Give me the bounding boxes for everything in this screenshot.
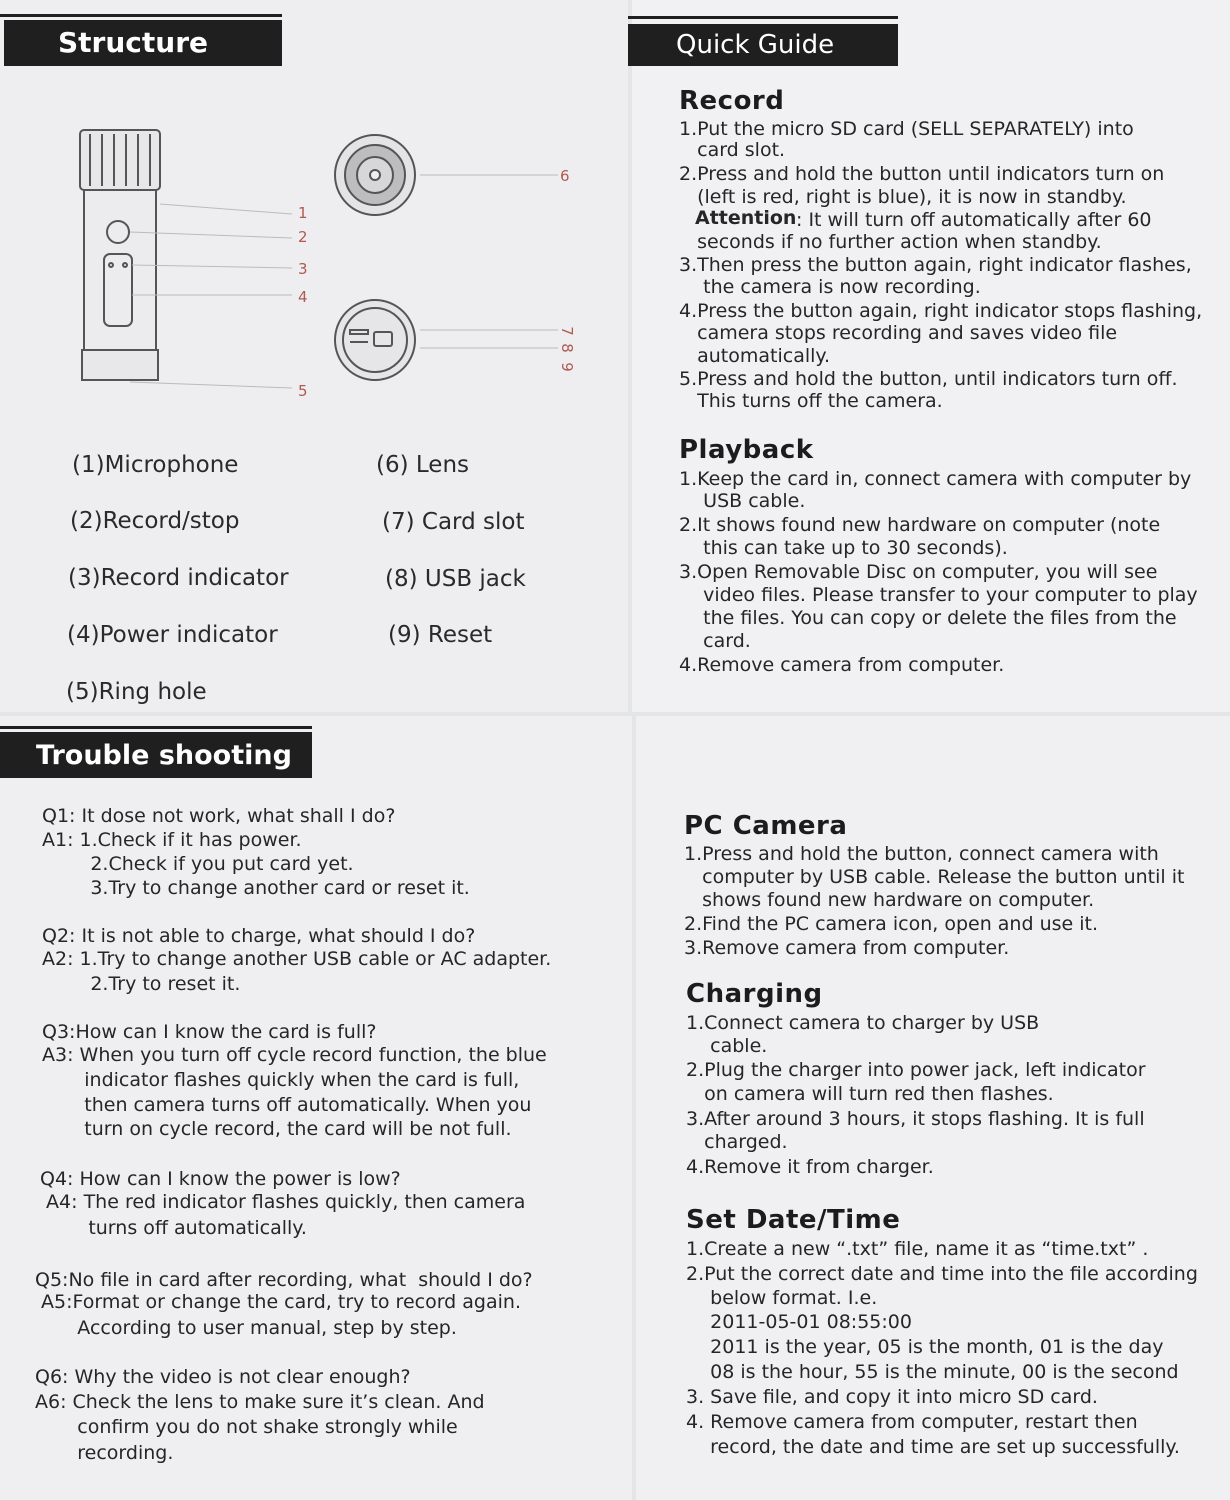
legend-record-stop: (2)Record/stop — [70, 508, 240, 534]
structure-header-rule — [0, 14, 282, 17]
quick-guide-title: Quick Guide — [676, 30, 835, 60]
record-step-3a: 3.Then press the button again, right indicator flashes, — [679, 254, 1192, 276]
playback-line-4: this can take up to 30 seconds). — [679, 537, 1008, 559]
datetime-line-6: 08 is the hour, 55 is the minute, 00 is the second — [686, 1361, 1179, 1383]
pc-camera-heading: PC Camera — [684, 811, 848, 841]
q6: Q6: Why the video is not clear enough? — [35, 1366, 411, 1388]
charging-line-7: 4.Remove it from charger. — [686, 1156, 934, 1178]
record-attention-label: Attention — [695, 207, 797, 229]
charging-line-5: 3.After around 3 hours, it stops flashing. It is full — [686, 1108, 1145, 1130]
a1-line-2: 2.Check if you put card yet. — [42, 853, 354, 875]
callout-1: 1 — [298, 204, 308, 222]
trouble-header-rule — [0, 726, 312, 729]
record-attention-cont: seconds if no further action when standby. — [679, 231, 1102, 253]
playback-line-8: card. — [679, 630, 751, 652]
datetime-line-9: record, the date and time are set up successfully. — [686, 1436, 1180, 1458]
record-step-5a: 5.Press and hold the button, until indicators turn off. — [679, 368, 1178, 390]
q4: Q4: How can I know the power is low? — [40, 1168, 401, 1190]
callout-4: 4 — [298, 288, 308, 306]
structure-title: Structure — [58, 26, 209, 59]
flashlight-body — [80, 130, 160, 380]
pc-camera-line-4: 2.Find the PC camera icon, open and use it. — [684, 913, 1099, 935]
legend-record-indicator: (3)Record indicator — [68, 565, 289, 591]
datetime-line-2: 2.Put the correct date and time into the file according — [686, 1263, 1198, 1285]
charging-line-3: 2.Plug the charger into power jack, left indicator — [686, 1059, 1146, 1081]
playback-line-7: the files. You can copy or delete the files from the — [679, 607, 1177, 629]
datetime-line-5: 2011 is the year, 05 is the month, 01 is the day — [686, 1336, 1164, 1358]
a1-line-1: A1: 1.Check if it has power. — [42, 829, 302, 851]
record-step-4b: camera stops recording and saves video file — [679, 322, 1118, 344]
set-date-time-heading: Set Date/Time — [686, 1205, 901, 1235]
pc-camera-line-2: computer by USB cable. Release the button until it — [684, 866, 1185, 888]
device-diagram — [60, 120, 600, 410]
playback-line-1: 1.Keep the card in, connect camera with computer by — [679, 468, 1192, 490]
legend-usb-jack: (8) USB jack — [385, 566, 526, 592]
structure-header — [4, 20, 282, 66]
charging-heading: Charging — [686, 979, 823, 1009]
callout-8: 8 — [557, 343, 576, 353]
record-step-4c: automatically. — [679, 345, 830, 367]
record-attention-text: : It will turn off automatically after 60 — [796, 209, 1152, 231]
q3: Q3:How can I know the card is full? — [42, 1021, 377, 1043]
a2-line-2: 2.Try to reset it. — [42, 973, 241, 995]
quick-header-rule — [628, 16, 898, 19]
legend-lens: (6) Lens — [376, 452, 470, 478]
playback-heading: Playback — [679, 435, 814, 465]
a6-line-1: A6: Check the lens to make sure it’s clean. And — [35, 1391, 485, 1413]
playback-line-5: 3.Open Removable Disc on computer, you will see — [679, 561, 1158, 583]
charging-line-2: cable. — [686, 1035, 768, 1057]
q2: Q2: It is not able to charge, what should I do? — [42, 925, 476, 947]
playback-line-9: 4.Remove camera from computer. — [679, 654, 1005, 676]
record-step-1a: 1.Put the micro SD card (SELL SEPARATELY) into — [679, 118, 1134, 140]
legend-power-indicator: (4)Power indicator — [67, 622, 278, 648]
q5: Q5:No file in card after recording, what should I do? — [35, 1269, 533, 1291]
record-step-2b: (left is red, right is blue), it is now in standby. — [679, 186, 1127, 208]
a5-line-2: According to user manual, step by step. — [35, 1317, 457, 1339]
datetime-line-1: 1.Create a new “.txt” file, name it as “time.txt” . — [686, 1238, 1149, 1260]
playback-line-6: video files. Please transfer to your computer to play — [679, 584, 1198, 606]
a1-line-3: 3.Try to change another card or reset it. — [42, 877, 470, 899]
a3-line-4: turn on cycle record, the card will be not full. — [42, 1118, 512, 1140]
a3-line-3: then camera turns off automatically. When you — [42, 1094, 532, 1116]
a4-line-2: turns off automatically. — [40, 1217, 307, 1239]
pc-camera-line-5: 3.Remove camera from computer. — [684, 937, 1010, 959]
record-step-5b: This turns off the camera. — [679, 390, 943, 412]
datetime-line-4: 2011-05-01 08:55:00 — [686, 1311, 912, 1333]
a6-line-2: confirm you do not shake strongly while — [35, 1416, 458, 1438]
datetime-line-7: 3. Save file, and copy it into micro SD card. — [686, 1386, 1098, 1408]
legend-microphone: (1)Microphone — [72, 452, 239, 478]
record-step-1b: card slot. — [679, 139, 786, 161]
a5-line-1: A5:Format or change the card, try to record again. — [35, 1291, 521, 1313]
charging-line-4: on camera will turn red then flashes. — [686, 1083, 1054, 1105]
a2-line-1: A2: 1.Try to change another USB cable or AC adapter. — [42, 948, 552, 970]
legend-reset: (9) Reset — [388, 622, 493, 648]
record-step-4a: 4.Press the button again, right indicator stops flashing, — [679, 300, 1203, 322]
callout-7: 7 — [557, 326, 576, 336]
record-heading: Record — [679, 86, 785, 116]
charging-line-1: 1.Connect camera to charger by USB — [686, 1012, 1040, 1034]
q1: Q1: It dose not work, what shall I do? — [42, 805, 396, 827]
playback-line-3: 2.It shows found new hardware on computer (note — [679, 514, 1161, 536]
datetime-line-3: below format. I.e. — [686, 1287, 878, 1309]
pc-camera-line-3: shows found new hardware on computer. — [684, 889, 1095, 911]
trouble-shooting-title: Trouble shooting — [36, 740, 292, 771]
trouble-shooting-header — [0, 732, 312, 778]
callout-9: 9 — [557, 362, 576, 372]
callout-6: 6 — [560, 167, 570, 185]
a4-line-1: A4: The red indicator flashes quickly, then camera — [40, 1191, 526, 1213]
legend-ring-hole: (5)Ring hole — [66, 679, 207, 705]
record-step-2a: 2.Press and hold the button until indicators turn on — [679, 163, 1165, 185]
a3-line-1: A3: When you turn off cycle record function, the blue — [42, 1044, 547, 1066]
charging-line-6: charged. — [686, 1131, 788, 1153]
record-step-3b: the camera is now recording. — [679, 276, 981, 298]
datetime-line-8: 4. Remove camera from computer, restart then — [686, 1411, 1138, 1433]
callout-3: 3 — [298, 260, 308, 278]
pc-camera-line-1: 1.Press and hold the button, connect camera with — [684, 843, 1159, 865]
callout-5: 5 — [298, 382, 308, 400]
quick-guide-header — [628, 24, 898, 66]
playback-line-2: USB cable. — [679, 490, 806, 512]
a6-line-3: recording. — [35, 1442, 174, 1464]
lens-front-view — [335, 135, 415, 215]
callout-2: 2 — [298, 228, 308, 246]
rear-cap-view — [335, 300, 415, 380]
a3-line-2: indicator flashes quickly when the card is full, — [42, 1069, 520, 1091]
legend-card-slot: (7) Card slot — [382, 509, 525, 535]
